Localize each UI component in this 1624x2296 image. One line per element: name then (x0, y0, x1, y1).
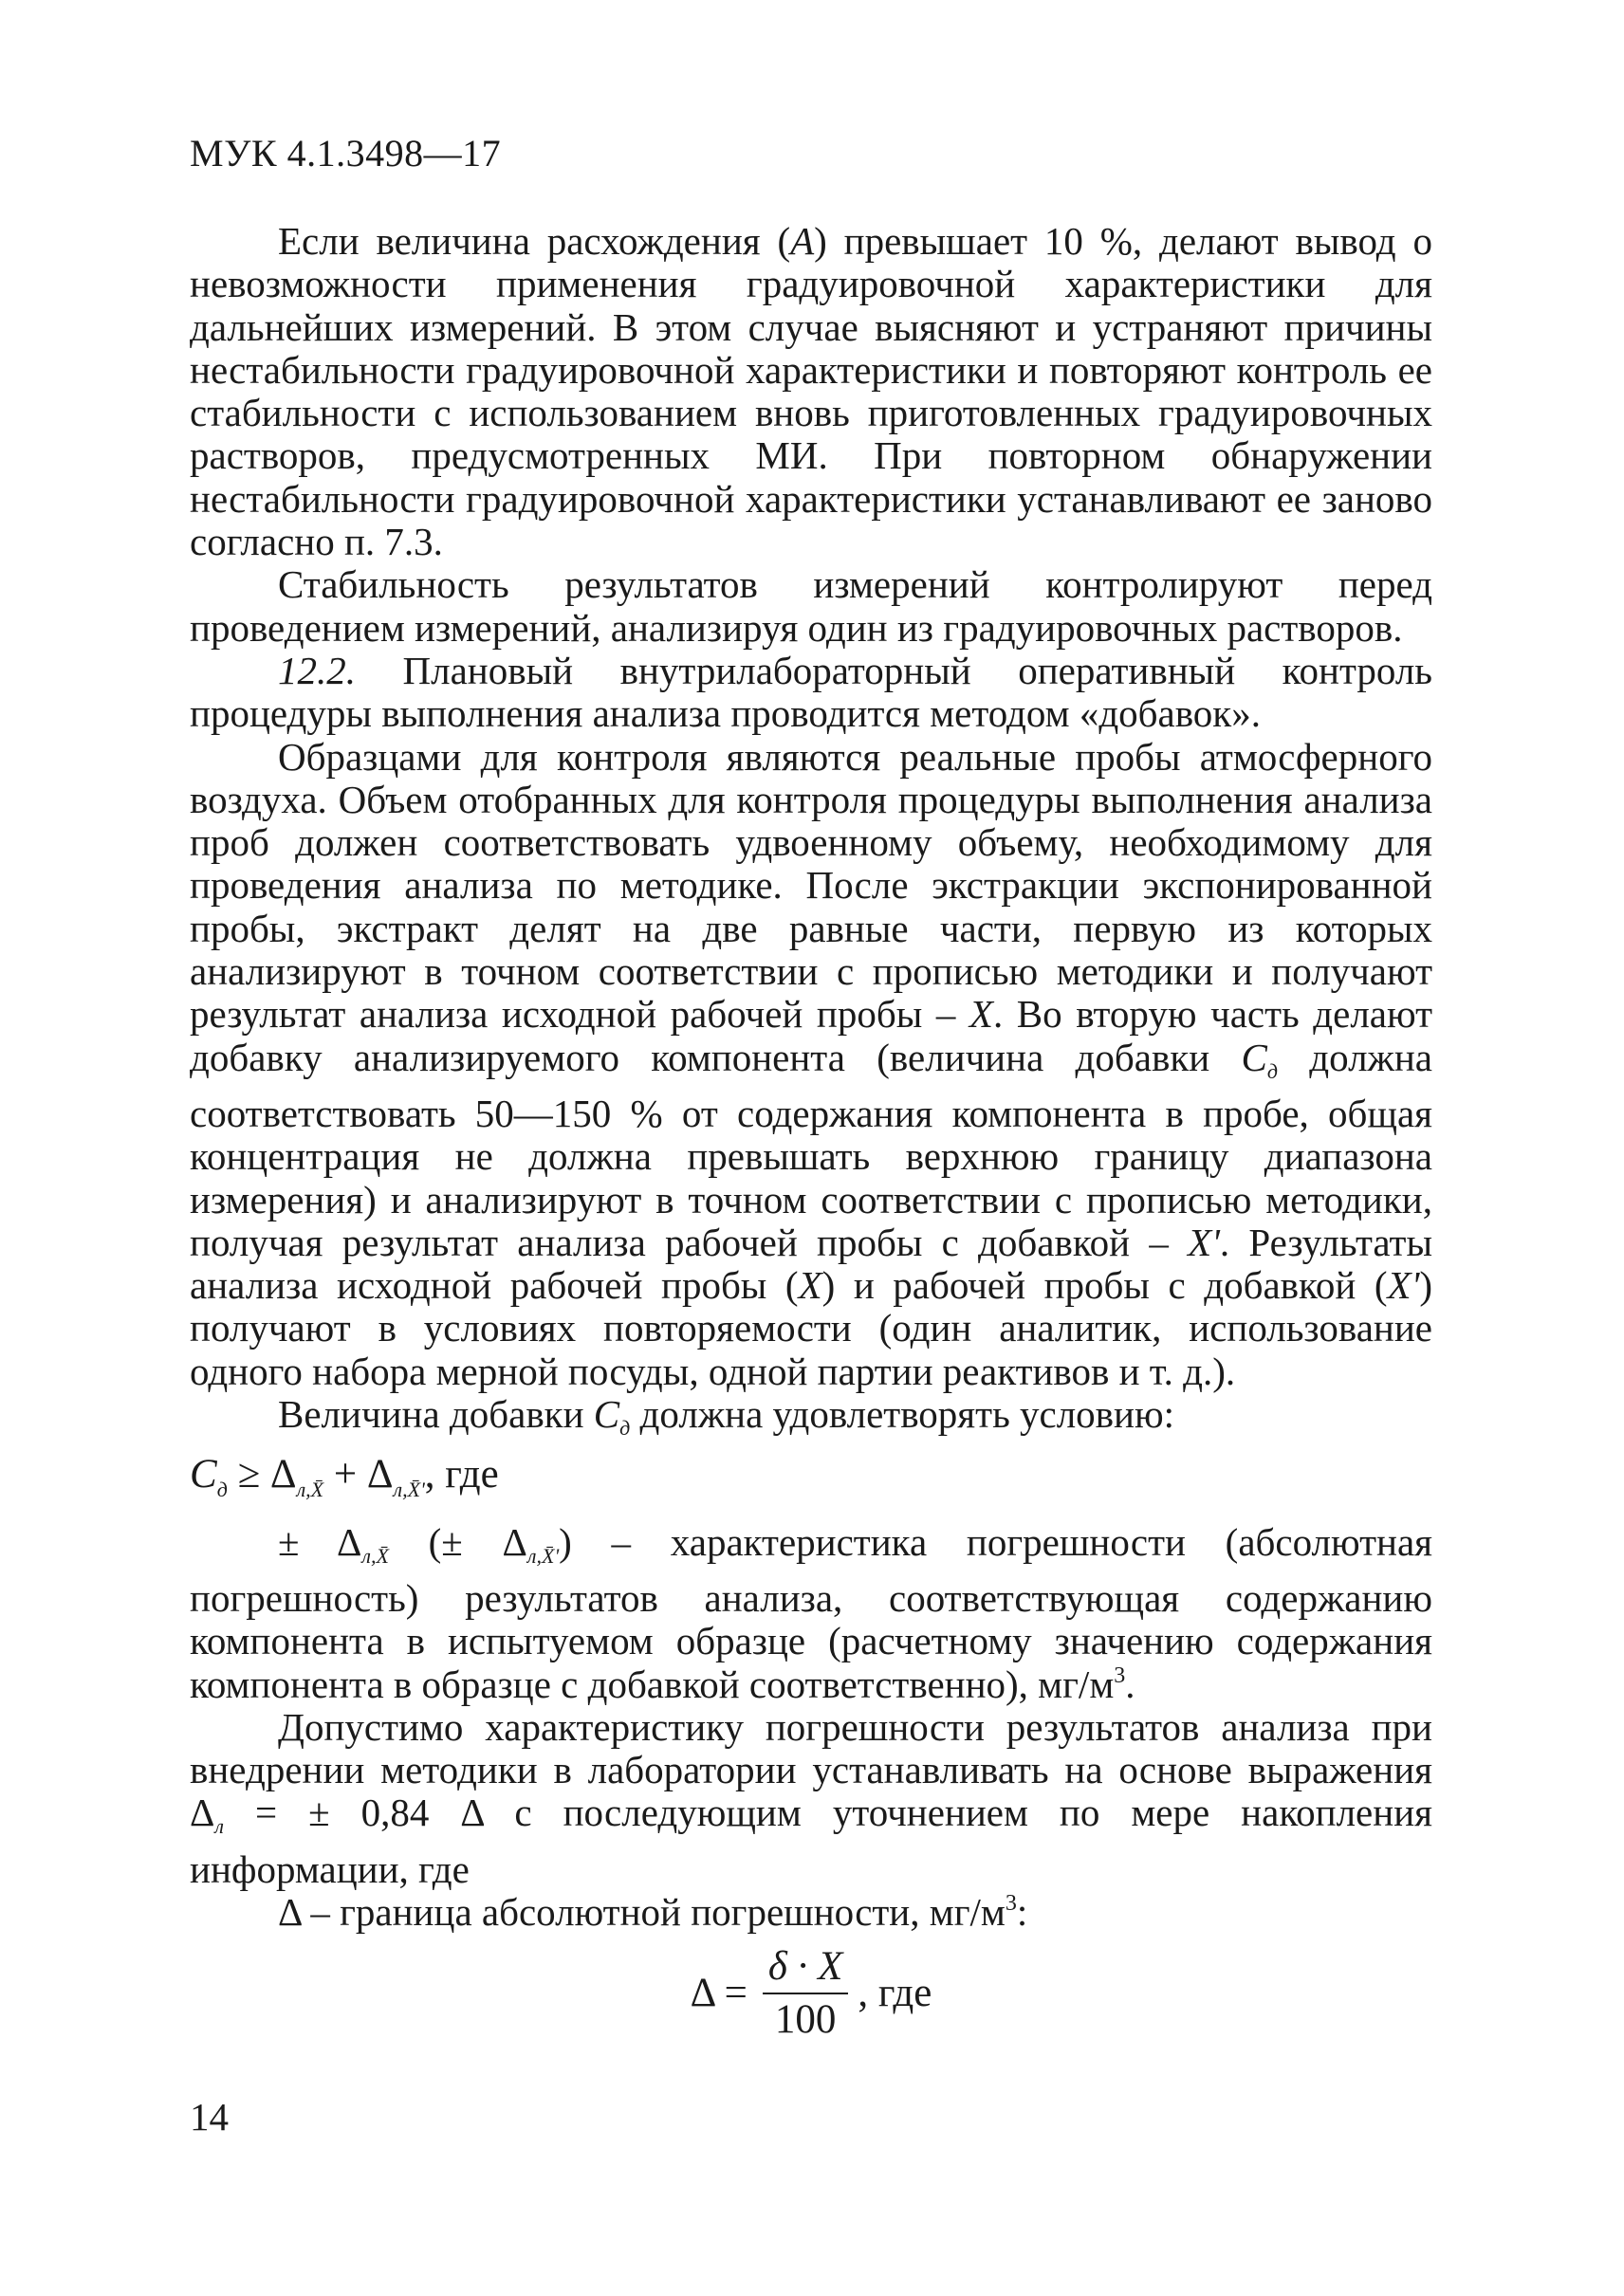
variable-X-prime: X' (1188, 1220, 1220, 1264)
paragraph (190, 1521, 1432, 1706)
text-run: Стабильность результатов измерений контролируют перед проведением измерений, анализируя один из градуировочных растворов. (190, 562, 1432, 650)
text-run: ) получают в условиях повторяемости (один аналитик, использование одного набора мерной посуды, одной партии реактивов и т. д.). (190, 1263, 1433, 1393)
paragraph (190, 1393, 1432, 1449)
paragraph (190, 1891, 1432, 1934)
section-number: 12.2. (278, 648, 356, 692)
formula-tail: , где (858, 1970, 932, 2015)
body-text (190, 220, 1432, 2041)
text-run: ) превышает 10 %, делают вывод о невозможности применения градуировочной характеристики для дальнейших измерений. В этом случае выясняют и устраняют причины нестабильности градуировочной характеристики и повторяют контроль ее стабильности с использованием вновь приготовленных градуировочных растворов, предусмотренных МИ. При повторном обнаружении нестабильности градуировочной характеристики устанавливают ее заново согласно п. 7.3. (190, 219, 1432, 564)
section-paragraph (190, 650, 1432, 736)
subscript: л,X̄ (361, 1543, 389, 1568)
formula-symbol: C (190, 1452, 217, 1497)
text-run: = ± 0,84 Δ с последующим уточнением по мере накопления информации, где (190, 1791, 1432, 1891)
document-code: МУК 4.1.3498—17 (190, 132, 502, 174)
fraction (757, 1945, 849, 2041)
text-run: Плановый внутрилабораторный оперативный контроль процедуры выполнения анализа проводится методом «добавок». (190, 648, 1432, 736)
text-run: Допустимо характеристику погрешности результатов анализа при внедрении методики в лаборатории устанавливать на основе выражения Δ (190, 1704, 1432, 1835)
subscript: л,X̄' (526, 1543, 560, 1568)
text-run: Если величина расхождения ( (278, 219, 791, 263)
paragraph (190, 1706, 1432, 1891)
subscript: д (619, 1416, 631, 1441)
variable-X-prime: X' (1387, 1263, 1420, 1308)
text-run: . Во вторую часть делают добавку анализируемого компонента (величина добавки (190, 992, 1432, 1079)
text-run: Образцами для контроля являются реальные пробы атмосферного воздуха. Объем отобранных для контроля процедуры выполнения анализа проб должен соответствовать удвоенному объему, необходимому для проведения анализа по методике. После экстракции экспонированной пробы, экстракт делят на две равные части, первую из которых анализируют в точном соответствии с прописью методики и получают результат анализа исходной рабочей пробы – (190, 734, 1432, 1037)
formula-operator: ≥ Δ (227, 1452, 297, 1497)
subscript: л (214, 1814, 224, 1839)
text-run: ± Δ (278, 1519, 362, 1564)
variable-X: X (798, 1263, 822, 1308)
text-run: ) и рабочей пробы с добавкой ( (821, 1263, 1388, 1308)
text-run: . Результаты анализа исходной рабочей пробы ( (190, 1220, 1432, 1308)
text-run: Величина добавки (278, 1392, 594, 1437)
text-run: (± Δ (388, 1519, 527, 1564)
text-run: ) – характеристика погрешности (абсолютная погрешность) результатов анализа, соответствующая содержанию компонента в испытуемом образце (расчетному значению содержания компонента в образце с добавкой соответственно), мг/м (190, 1519, 1432, 1706)
text-run: . (1125, 1662, 1135, 1706)
paragraph (190, 220, 1432, 563)
formula-tail: , где (424, 1452, 499, 1497)
text-run: должна удовлетворять условию: (630, 1392, 1174, 1437)
variable-A: A (790, 219, 815, 263)
variable-X: X (969, 992, 993, 1037)
variable-C: C (593, 1392, 620, 1437)
formula-operator: + Δ (323, 1452, 394, 1497)
formula-delta (190, 1945, 1432, 2041)
formula-condition (190, 1453, 1432, 1511)
paragraph (190, 736, 1432, 1393)
formula-subscript: л,X̄' (393, 1478, 425, 1502)
superscript: 3 (1005, 1890, 1017, 1916)
fraction-numerator: δ · X (763, 1945, 849, 1993)
paragraph (190, 563, 1432, 650)
page-number: 14 (190, 2095, 229, 2139)
formula-subscript: д (216, 1478, 228, 1502)
formula-subscript: л,X̄ (296, 1478, 324, 1502)
text-run: Δ – граница абсолютной погрешности, мг/м (278, 1889, 1006, 1934)
formula-lhs: Δ = (690, 1970, 747, 2015)
text-run: должна соответствовать 50—150 % от содержания компонента в пробе, общая концентрация не должна превышать верхнюю границу диапазона измерения) и анализируют в точном соответствии с прописью методики, получая результат анализа рабочей пробы с добавкой – (190, 1035, 1432, 1264)
variable-C: C (1241, 1035, 1267, 1079)
text-run: : (1016, 1889, 1028, 1934)
fraction-denominator: 100 (774, 1996, 837, 2042)
subscript: д (1266, 1058, 1278, 1083)
superscript: 3 (1114, 1662, 1126, 1688)
